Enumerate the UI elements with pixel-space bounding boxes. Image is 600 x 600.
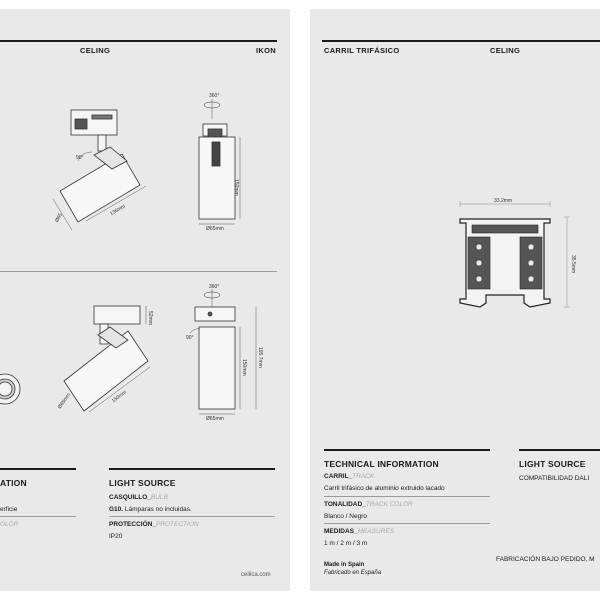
right-page xyxy=(310,9,600,591)
track-label: CARRIL_TRACK xyxy=(324,473,375,480)
tech-title: TECHNICAL INFORMATION xyxy=(324,459,439,469)
tech-color-fragment: OLOR xyxy=(0,521,19,528)
label-track-height: 35.5mm xyxy=(570,255,576,274)
dali-compat: COMPATIBILIDAD DALI xyxy=(519,475,590,482)
ikon-drawing-bottom xyxy=(0,9,290,591)
header-celing: CELING xyxy=(80,46,111,55)
tech-rule xyxy=(324,449,490,451)
label-len-bottom: 150mm xyxy=(110,389,128,405)
measures-value: 1 m / 2 m / 3 m xyxy=(324,540,368,547)
label-angle-top: 90° xyxy=(76,155,84,161)
label-height-top: 150mm xyxy=(233,179,239,196)
light-source-rule xyxy=(519,449,600,451)
label-dia-bottom: Ø65mm xyxy=(56,392,73,411)
light-source-divider xyxy=(109,516,275,517)
tech-divider xyxy=(0,516,76,517)
tech-divider-1 xyxy=(324,496,490,497)
made-in-spain: Made in Spain xyxy=(324,562,365,568)
label-height-bottom: 150mm xyxy=(241,359,247,376)
label-len-top: 136mm xyxy=(109,203,127,218)
label-angle-bottom: 90° xyxy=(186,335,194,341)
label-dia-top: Ø65 xyxy=(54,212,64,224)
tech-rule xyxy=(0,468,76,470)
measures-label: MEDIDAS_MEASURES xyxy=(324,528,395,535)
label-dia-front-bottom: Ø65mm xyxy=(206,416,224,422)
fabricado-en-espana: Fabricado en España xyxy=(324,570,382,576)
website-link[interactable]: ceilica.com xyxy=(241,572,271,578)
protection-value: IP20 xyxy=(109,533,123,540)
tech-surface-fragment: erficie xyxy=(0,506,18,513)
color-value: Blanco / Negro xyxy=(324,513,367,520)
label-total-bottom: 195.7mm xyxy=(257,347,263,368)
label-base-bottom: 52mm xyxy=(147,311,153,325)
tech-title-fragment: ATION xyxy=(0,478,27,488)
light-source-rule xyxy=(109,468,275,470)
label-dia-front-top: Ø65mm xyxy=(206,226,224,232)
label-rotation-top: 360° xyxy=(209,93,220,99)
light-source-title: LIGHT SOURCE xyxy=(109,478,176,488)
label-rotation-bottom: 360° xyxy=(209,284,220,290)
header-ikon: IKON xyxy=(256,46,276,55)
color-label: TONALIDAD_TRACK COLOR xyxy=(324,501,413,508)
track-value: Carril trifásico de aluminio extruido lacado xyxy=(324,485,445,492)
bulb-value: G10. Lámparas no incluidas. xyxy=(109,506,192,513)
header-celing: CELING xyxy=(490,46,521,55)
bulb-label: CASQUILLO_BULB xyxy=(109,494,168,501)
tech-divider-2 xyxy=(324,523,490,524)
fabrication-note: FABRICACIÓN BAJO PEDIDO, M xyxy=(496,556,595,563)
header-carril-trifasico: CARRIL TRIFÁSICO xyxy=(324,46,400,55)
left-page xyxy=(0,9,290,591)
protection-label: PROTECCIÓN_PROTECTION xyxy=(109,521,199,528)
light-source-title: LIGHT SOURCE xyxy=(519,459,586,469)
label-track-width: 33.2mm xyxy=(494,198,513,204)
